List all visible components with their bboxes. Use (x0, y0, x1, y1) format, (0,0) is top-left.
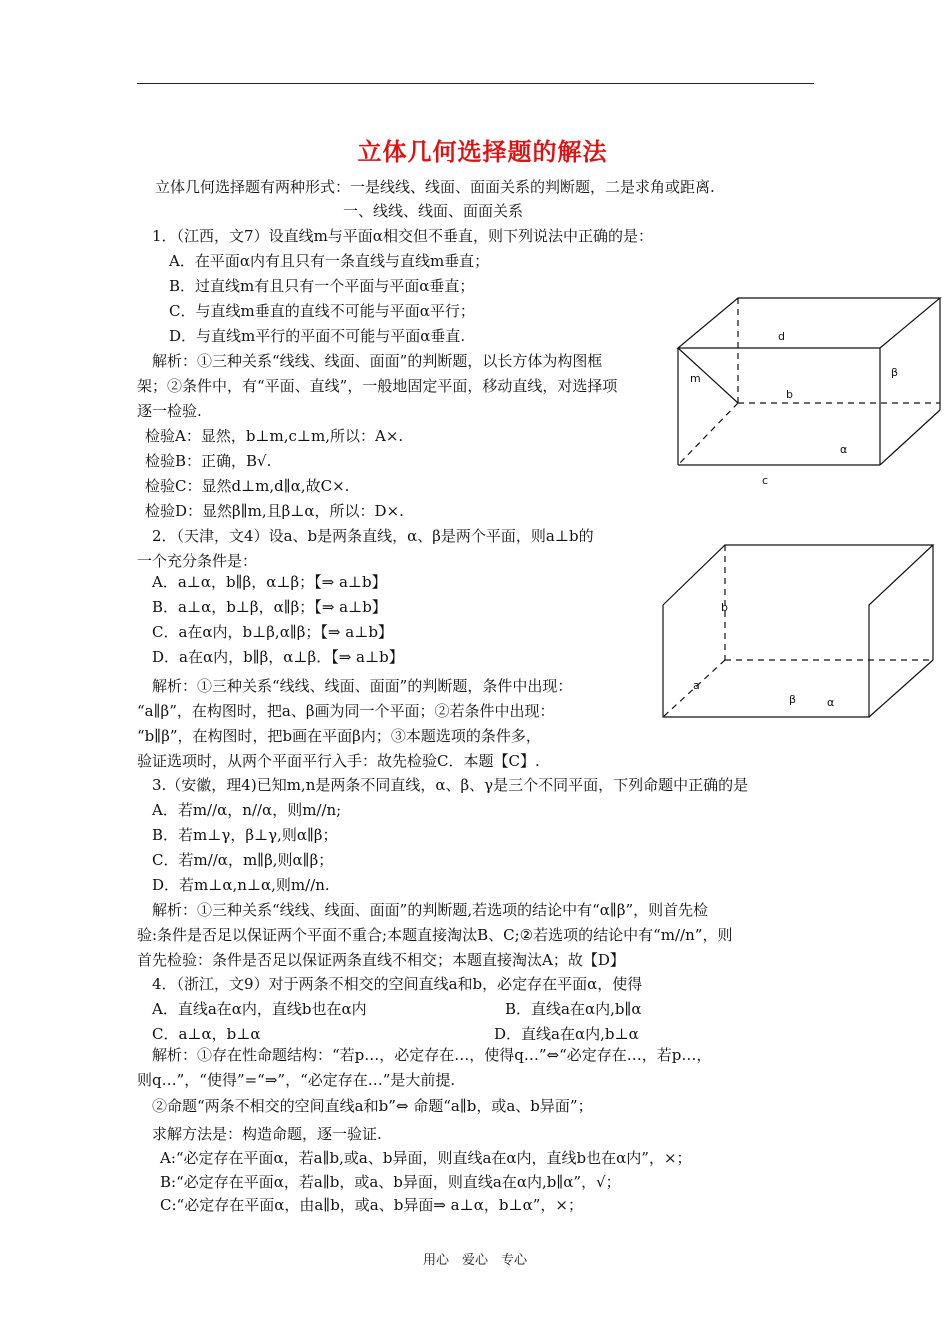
q1-option-b: B．过直线m有且只有一个平面与平面α垂直； (169, 277, 475, 295)
q1-check-a: 检验A：显然，b⊥m,c⊥m,所以：A×. (145, 427, 404, 445)
q2-option-d: D．a在α内，b∥β，α⊥β．【⇒ a⊥b】 (152, 648, 404, 666)
q1-check-d: 检验D：显然β∥m,且β⊥α，所以：D×. (145, 502, 404, 520)
q1-solution-line2: 架；②条件中，有“平面、直线”，一般地固定平面，移动直线，对选择项 (137, 377, 618, 395)
page-footer: 用心 爱心 专心 (422, 1253, 527, 1268)
q2-option-c: C．a在α内，b⊥β,α∥β；【⇒ a⊥b】 (152, 623, 393, 641)
label-c: c (762, 474, 769, 487)
q3-solution-line3: 首先检验：条件是否足以保证两条直线不相交；本题直接淘汰A；故【D】 (137, 951, 625, 969)
q2-stem-line2: 一个充分条件是： (137, 552, 258, 570)
intro-text: 立体几何选择题有两种形式：一是线线、线面、面面关系的判断题，二是求角或距离. (155, 178, 715, 196)
section-heading: 一、线线、线面、面面关系 (343, 202, 524, 220)
q1-option-a: A．在平面α内有且只有一条直线与直线m垂直； (169, 252, 490, 270)
label-b: b (721, 601, 728, 614)
label-beta: β (789, 693, 797, 706)
label-alpha: α (827, 696, 835, 709)
q1-option-d: D．与直线m平行的平面不可能与平面α垂直. (169, 327, 466, 345)
label-m: m (690, 372, 701, 385)
page-title: 立体几何选择题的解法 (357, 137, 608, 166)
front-outline (663, 545, 933, 717)
q4-solution-line3: ②命题“两条不相交的空间直线a和b”⇔ 命题“a∥b，或a、b异面”； (152, 1097, 593, 1115)
q4-option-b: B．直线a在α内,b∥α (505, 1000, 642, 1018)
q4-option-c: C．a⊥α，b⊥α (152, 1025, 261, 1043)
q4-verify-c: C:“必定存在平面α，由a∥b，或a、b异面⇒ a⊥α，b⊥α”，×； (160, 1196, 583, 1214)
q3-stem: 3.（安徽，理4)已知m,n是两条不同直线，α、β、γ是三个不同平面，下列命题中正确的是 (152, 776, 749, 794)
q2-solution-line4: 验证选项时，从两个平面平行入手：故先检验C．本题【C】. (137, 752, 540, 770)
q3-solution-line1: 解析：①三种关系“线线、线面、面面”的判断题,若选项的结论中有“α∥β”，则首先检 (152, 901, 709, 919)
q2-solution-line3: “b∥β”，在构图时，把b画在平面β内；③本题选项的条件多， (137, 727, 541, 745)
q1-solution-line3: 逐一检验. (137, 402, 202, 420)
q2-solution-line1: 解析：①三种关系“线线、线面、面面”的判断题，条件中出现： (152, 677, 573, 695)
q4-option-d: D．直线a在α内,b⊥α (494, 1025, 639, 1043)
q4-solution-line1: 解析：①存在性命题结构：“若p…，必定存在…，使得q…”⇔“必定存在…，若p…， (152, 1046, 712, 1064)
q1-check-b: 检验B：正确，B√. (145, 452, 272, 470)
q4-verify-a: A:“必定存在平面α，若a∥b,或a、b异面，则直线a在α内，直线b也在α内”，×； (160, 1149, 692, 1167)
top-face (678, 298, 940, 348)
q4-method: 求解方法是：构造命题，逐一验证. (152, 1125, 382, 1143)
q4-option-a: A．直线a在α内，直线b也在α内 (152, 1000, 367, 1018)
label-alpha: α (840, 443, 848, 456)
q1-solution-line1: 解析：①三种关系“线线、线面、面面”的判断题，以长方体为构图框 (152, 352, 603, 370)
cuboid-figure-2 (655, 535, 945, 725)
cuboid-figure-1 (670, 290, 950, 490)
q2-option-a: A．a⊥α，b∥β，α⊥β；【⇒ a⊥b】 (152, 573, 387, 591)
line-m (678, 348, 738, 403)
q3-solution-line2: 验:条件是否足以保证两个平面不重合;本题直接淘汰B、C;②若选项的结论中有“m//n”，则 (137, 926, 733, 944)
q1-option-c: C．与直线m垂直的直线不可能与平面α平行； (169, 302, 475, 320)
q3-option-d: D．若m⊥α,n⊥α,则m//n. (152, 876, 330, 894)
q2-stem-line1: 2．（天津，文4）设a、b是两条直线，α、β是两个平面，则a⊥b的 (152, 527, 594, 545)
q2-option-b: B．a⊥α，b⊥β，α∥β；【⇒ a⊥b】 (152, 598, 387, 616)
q1-stem: 1．（江西，文7）设直线m与平面α相交但不垂直，则下列说法中正确的是： (152, 227, 653, 245)
q3-option-b: B．若m⊥γ，β⊥γ,则α∥β； (152, 826, 338, 844)
header-rule (137, 83, 814, 84)
q4-solution-line2: 则q…”，“使得”=“⇒”，“必定存在…”是大前提. (137, 1071, 456, 1089)
label-b: b (786, 388, 793, 401)
q4-verify-b: B:“必定存在平面α，若a∥b，或a、b异面，则直线a在α内,b∥α”，√； (160, 1173, 621, 1191)
q1-check-c: 检验C：显然d⊥m,d∥α,故C×. (145, 477, 350, 495)
label-d: d (778, 330, 785, 343)
q3-option-a: A．若m//α，n//α，则m//n; (152, 801, 342, 819)
q4-stem: 4．（浙江，文9）对于两条不相交的空间直线a和b，必定存在平面α，使得 (152, 975, 643, 993)
q2-solution-line2: “a∥β”，在构图时，把a、β画为同一个平面；②若条件中出现： (137, 702, 555, 720)
label-a: a (693, 679, 700, 692)
label-beta: β (891, 366, 899, 379)
q3-option-c: C．若m//α，m∥β,则α∥β； (152, 851, 334, 869)
